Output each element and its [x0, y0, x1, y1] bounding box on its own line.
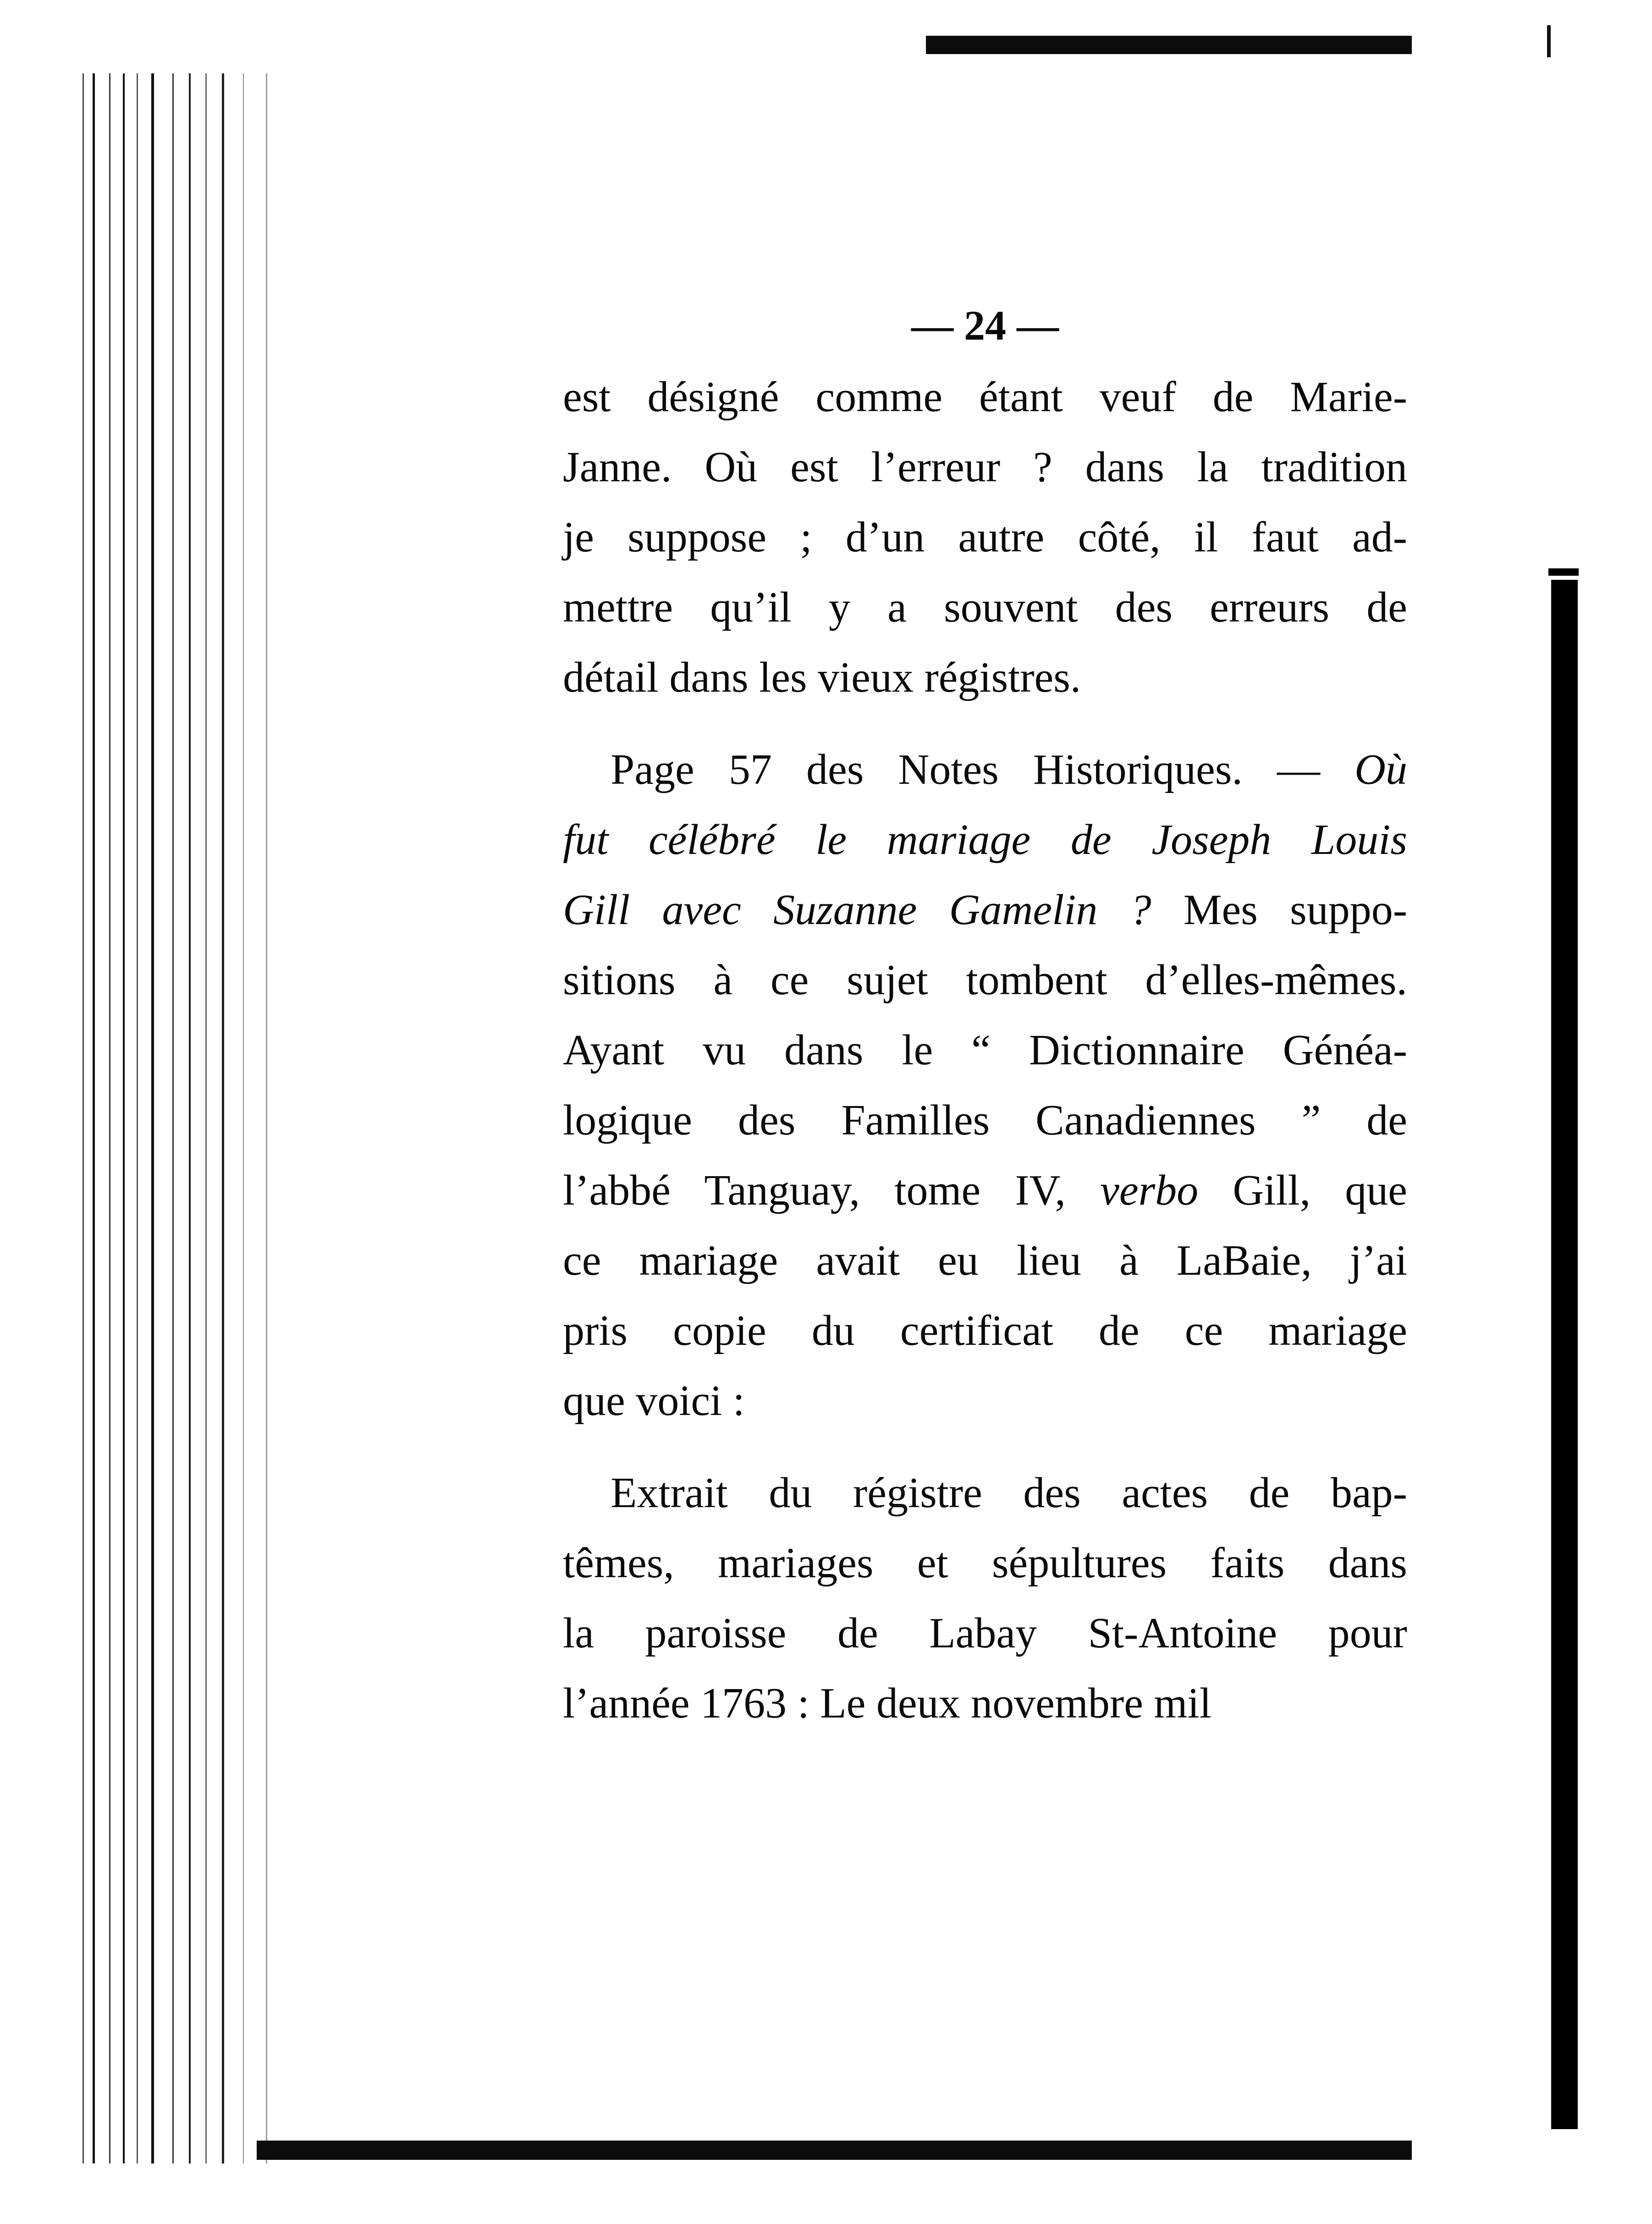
paragraph	[563, 362, 1407, 713]
text-run: ce mariage avait eu lieu à LaBaie, j’ai	[563, 1237, 1407, 1284]
text-run: je suppose ; d’un autre côté, il faut ad-	[563, 513, 1407, 561]
italic-text: verbo	[1100, 1167, 1199, 1214]
bottom-edge-rule	[257, 2141, 1412, 2160]
text-run: Gill, que	[1198, 1167, 1407, 1214]
body-text	[563, 362, 1407, 1739]
text-run: pris copie du certificat de ce mariage	[563, 1307, 1407, 1354]
paragraph	[563, 1458, 1407, 1739]
text-line	[563, 1015, 1407, 1085]
right-edge-cap	[1548, 568, 1579, 576]
italic-text: Gill avec Suzanne Gamelin ?	[563, 886, 1151, 934]
text-line	[563, 1668, 1407, 1739]
text-line	[563, 1296, 1407, 1366]
text-run: Extrait du régistre des actes de bap-	[611, 1469, 1407, 1517]
text-line	[563, 432, 1407, 502]
text-run: l’abbé Tanguay, tome IV,	[563, 1167, 1101, 1214]
text-run: Janne. Où est l’erreur ? dans la tradition	[563, 443, 1407, 491]
text-line	[563, 362, 1407, 432]
top-edge-tick	[1547, 25, 1551, 57]
text-run: têmes, mariages et sépultures faits dans	[563, 1539, 1407, 1587]
text-run: la paroisse de Labay St-Antoine pour	[563, 1609, 1407, 1657]
top-edge-rule	[926, 36, 1412, 54]
text-run: l’année 1763 : Le deux novembre mil	[563, 1679, 1211, 1727]
text-line	[563, 1085, 1407, 1156]
text-line	[563, 805, 1407, 875]
text-run: Page 57 des Notes Historiques. —	[611, 746, 1355, 793]
page-number: — 24 —	[911, 302, 1059, 349]
text-column	[563, 293, 1407, 1739]
italic-text: Où	[1355, 746, 1407, 793]
text-run: mettre qu’il y a souvent des erreurs de	[563, 584, 1407, 631]
text-line	[563, 945, 1407, 1015]
text-run: est désigné comme étant veuf de Marie-	[563, 373, 1407, 421]
text-line	[563, 1528, 1407, 1598]
text-run: Mes suppo-	[1151, 886, 1407, 934]
text-line	[563, 502, 1407, 573]
text-line	[563, 1598, 1407, 1668]
text-line	[563, 643, 1407, 713]
text-run: que voici :	[563, 1377, 745, 1425]
text-line	[563, 735, 1407, 805]
text-line	[563, 1366, 1407, 1436]
text-line	[563, 1458, 1407, 1528]
page-stack-edge	[83, 73, 280, 2163]
text-line	[563, 573, 1407, 643]
text-run: logique des Familles Canadiennes ” de	[563, 1096, 1407, 1144]
right-edge-bar	[1551, 580, 1578, 2129]
text-run: détail dans les vieux régistres.	[563, 654, 1081, 701]
paragraph	[563, 735, 1407, 1436]
text-run: Ayant vu dans le “ Dictionnaire Généa-	[563, 1026, 1407, 1074]
text-run: sitions à ce sujet tombent d’elles-mêmes.	[563, 956, 1407, 1004]
text-line	[563, 1226, 1407, 1296]
text-line	[563, 875, 1407, 945]
italic-text: fut célébré le mariage de Joseph Louis	[563, 816, 1407, 864]
text-line	[563, 1156, 1407, 1226]
